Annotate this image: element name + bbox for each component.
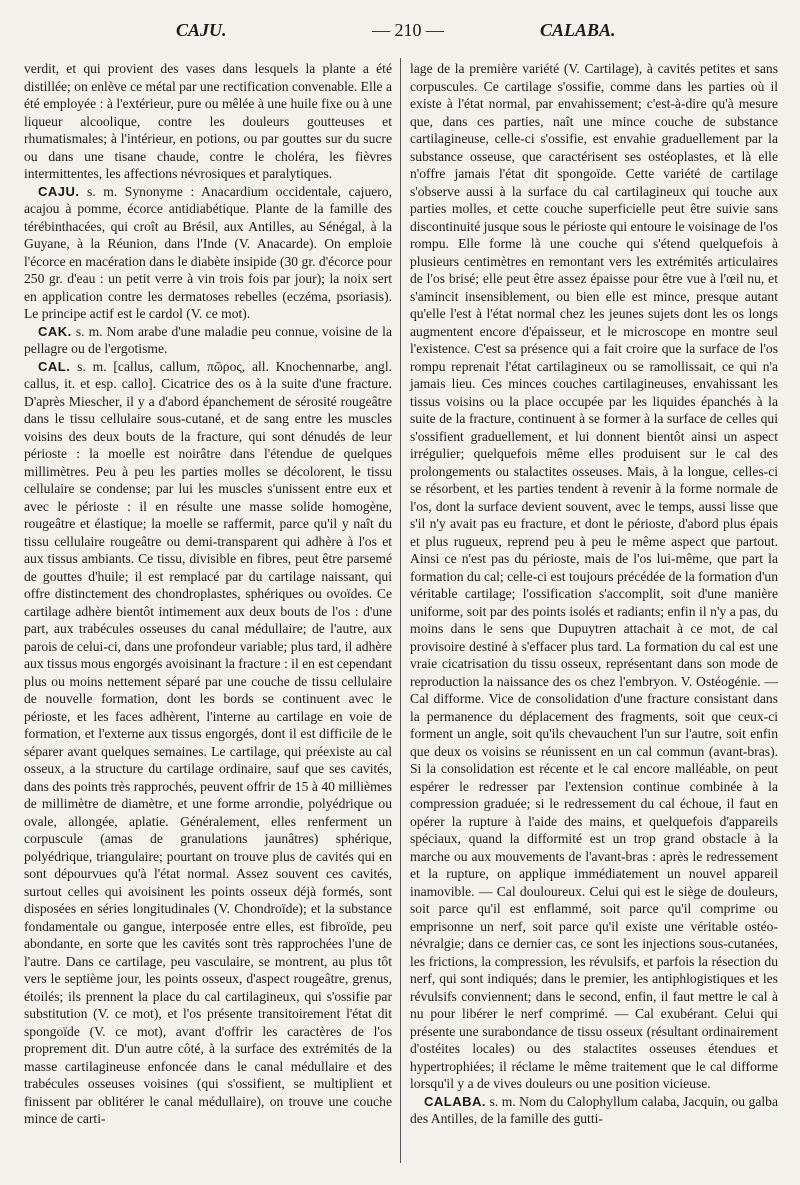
entry-cal xyxy=(24,358,392,1128)
entry-text: s. m. [callus, callum, πῶρος, all. Knochennarbe, angl. callus, it. et esp. callo]. Cicatrice des os à la suite d'une fracture. D'après Miescher, il y a d'abord épanchement de sérosité rougeâtre dans le tissu cellulaire sous-cutané, et de sang entre les muscles voisins des deux bouts de la fracture, qui sont dénudés de leur périoste : la moelle est noirâtre dans l'étendue de quelques millimètres. Peu à peu les parties molles se décolorent, le tissu cellulaire se condense; par lui les muscles s'unissent entre eux et avec le périoste : il en résulte une masse solide homogène, rougeâtre et élastique; la moelle se raffermit, parce qu'il y naît du tissu cellulaire rougeâtre ou demi-transparent qui adhère à l'os et aux tissus ambiants. Ce tissu, divisible en fibres, peut être parsemé de gouttes d'huile; il est remplacé par du cartilage naissant, qui offre distinctement des chondroplastes, sphériques ou ovoïdes. Ce cartilage adhère bientôt intimement aux deux bouts de l'os : d'une part, aux trabécules osseuses du canal médullaire; de l'autre, aux parois de celui-ci, dans une profondeur variable; plus tard, il adhère aux tissus mous engorgés avoisinant la fracture : il en est cependant plus ou moins nettement séparé par une couche de tissu cellulaire de nouvelle formation, dont les bords se continuent avec le périoste, et les faces adhèrent, l'interne au cartilage en voie de formation, et l'externe aux tissus engorgés, dont il est difficile de le séparer avant quelques semaines. Le cartilage, qui préexiste au cal osseux, a la structure du cartilage ordinaire, sauf que ses cavités, dans des points très rapprochés, peuvent offrir de 15 à 40 millièmes de millimètre de diamètre, et une forme arrondie, polyédrique ou ovale, allongée, aplatie. Généralement, elles renferment un corpuscule (amas de granulations jaunâtres) sphérique, polyédrique, triangulaire; pourtant on trouve plus de cavités qui en sont dépourvues qu'à l'état normal. Assez souvent ces cavités, surtout celles qui avoisinent les points osseux déjà formés, sont disposées en séries longitudinales (V. Chondroïde); et la substance fondamentale ou gangue, interposée entre elles, est fibroïde, peu abondante, en sorte que les cavités sont très rapprochées l'une de l'autre. Dans ce cartilage, peu vasculaire, se montrent, au plus tôt vers le septième jour, les points osseux, d'aspect rougeâtre, grenus, étoilés; ils prennent la place du cal cartilagineux, qui s'ossifie par substitution (V. ce mot), et l'os présente transitoirement l'état dit spongoïde (V. ce mot), avant d'offrir les caractères de l'os proprement dit. D'un autre côté, à la surface des extrémités de la masse cartilagineuse enfoncée dans le canal médullaire et des trabécules osseuses voisines (qui s'ossifient, se multiplient et finissent par oblitérer le canal médullaire), on trouve une couche mince de carti- xyxy=(24,358,392,1126)
continued-paragraph xyxy=(24,60,392,183)
entry-calaba xyxy=(410,1093,778,1128)
headword: CAL. xyxy=(38,358,71,374)
header-left-word: CAJU. xyxy=(176,20,227,40)
left-column xyxy=(24,60,392,1128)
header-right-word: CALABA. xyxy=(540,20,616,40)
entry-caju xyxy=(24,183,392,323)
page-number: — 210 — xyxy=(372,20,444,40)
headword: CAJU. xyxy=(38,183,80,199)
headword: CAK. xyxy=(38,323,72,339)
headword: CALABA. xyxy=(424,1093,486,1109)
column-divider xyxy=(400,58,401,1163)
right-column xyxy=(410,60,778,1128)
continued-paragraph xyxy=(410,60,778,1093)
entry-text: s. m. Nom arabe d'une maladie peu connue, voisine de la pellagre ou de l'ergotisme. xyxy=(24,323,392,356)
paragraph-text: lage de la première variété (V. Cartilage), à cavités petites et sans corpuscules. Ce cartilage s'ossifie, comme dans les parties où il existe à l'état normal, par envahissement; c'est-à-dire qu'à mesure que, dans ces parties, naît une mince couche de substance cartilagineuse, celle-ci s'ossifie, est envahie graduellement par la substance osseuse, que caractérisent ses ostéoplastes, et là elle n'offre jamais l'état dit spongoïde. Cette variété de cartilage s'observe aussi à la surface du cal cartilagineux qui touche aux parties molles, et cette couche superficielle peut être suivie sans discontinuité jusque sous le périoste qui entoure le voisinage de l'os rompu. Elle forme là une couche qui s'étend quelquefois à plusieurs centimètres en remontant vers les extrémités articulaires de l'os brisé; elle peut être assez épaisse pour être vue à l'œil nu, et s'amincit insensiblement, ou bien elle est mince, presque autant qu'elle l'est à l'état normal chez les jeunes sujets dont les os longs augmentent encore d'épaisseur, et le microscope en montre seul l'existence. C'est sa présence qui a fait croire que la surface de l'os rompu reprenait l'état cartilagineux ou se ramollissait, ce qui n'a jamais lieu. Ces minces couches cartilagineuses, envahissant les tissus voisins ou la place occupée par les liquides épanchés à la suite de la fracture, continuent à se former à la surface de celles qui s'ossifient graduellement, et lui donnent bientôt ainsi un aspect irrégulier; quelquefois même elles produisent sur le cal des prolongements ou stalactites osseuses. Mais, à la longue, celles-ci se résorbent, et les parties tendent à revenir à la forme normale de l'os, dont la surface devient souvent, avec le temps, aussi lisse que s'il n'y avait pas eu fracture, et dont le périoste, d'abord plus épais et plus rugueux, reprend peu à peu le même aspect que partout. Ainsi ce n'est pas du périoste, mais de l'os lui-même, que part la formation du cal; celle-ci est toujours précédée de la formation d'un véritable cartilage; l'ossification s'accomplit, soit d'une manière uniforme, soit par des points isolés et radiants; enfin il n'y a pas, du moins dans le sens que Dupuytren attachait à ce mot, de cal provisoire destiné à s'effacer plus tard. La formation du cal est une vraie cicatrisation du tissu osseux, représentant dans son mode de reproduction la naissance des os chez l'embryon. V. Ostéogénie. — Cal difforme. Vice de consolidation d'une fracture consistant dans la permanence du déplacement des fragments, soit que ceux-ci forment un angle, soit qu'ils chevauchent l'un sur l'autre, soit enfin que deux os voisins se réunissent en un cal commun (avant-bras). Si la consolidation est récente et le cal encore malléable, on peut espérer le redresser par l'extension continue combinée à la compression graduée; si le redressement du cal échoue, il faut en opérer la rupture à l'aide des mains, et quelquefois d'appareils spéciaux, quand la difformité est un trop grand obstacle à la marche ou aux mouvements de l'avant-bras : après le redressement et la rupture, on applique immédiatement un nouvel appareil inamovible. — Cal douloureux. Celui qui est le siège de douleurs, soit parce qu'il est enflammé, soit parce qu'il comprime ou emprisonne un nerf, soit parce qu'il existe une véritable ostéo-névralgie; dans ce dernier cas, ce sont les injections sous-cutanées, les frictions, la compression, les révulsifs, et parfois la résection du nerf, qui sont indiqués; dans le premier, les antiphlogistiques et les révulsifs conviennent; dans le second, enfin, il faut mettre le cal à nu pour libérer le nerf comprimé. — Cal exubérant. Celui qui présente une surabondance de tissu osseux (résultant ordinairement d'ostéites locales) ou des stalactites osseuses étendues et hypertrophiées; il réclame le même traitement que le cal difforme lorsqu'il y a de vives douleurs ou une position vicieuse. xyxy=(410,61,778,1091)
entry-text: s. m. Nom du Calophyllum calaba, Jacquin, ou galba des Antilles, de la famille des gutti- xyxy=(410,1093,778,1126)
running-header xyxy=(0,20,800,44)
entry-cak xyxy=(24,323,392,358)
paragraph-text: verdit, et qui provient des vases dans lesquels la plante a été distillée; on enlève ce métal par une rectification convenable. Elle a été employée : à l'extérieur, pure ou mêlée à une huile fixe ou à une liqueur alcoolique, contre les douleurs goutteuses et rhumatismales; à l'intérieur, en potions, ou par gouttes sur du sucre ou dans une tisane chaude, contre le choléra, les fièvres intermittentes, les affections névrosiques et paralytiques. xyxy=(24,61,392,181)
entry-text: s. m. Synonyme : Anacardium occidentale, cajuero, acajou à pomme, écorce antidiabétique. Plante de la famille des térébinthacées, qui croît au Brésil, aux Antilles, au Sénégal, à la Guyane, à la Réunion, dans l'Inde (V. Anacarde). On emploie l'écorce en macération dans le diabète insipide (30 gr. d'écorce pour 250 gr. d'eau : un petit verre à vin trois fois par jour); la noix sert en application contre les dermatoses rebelles (eczéma, psoriasis). Le principe actif est le cardol (V. ce mot). xyxy=(24,183,392,321)
